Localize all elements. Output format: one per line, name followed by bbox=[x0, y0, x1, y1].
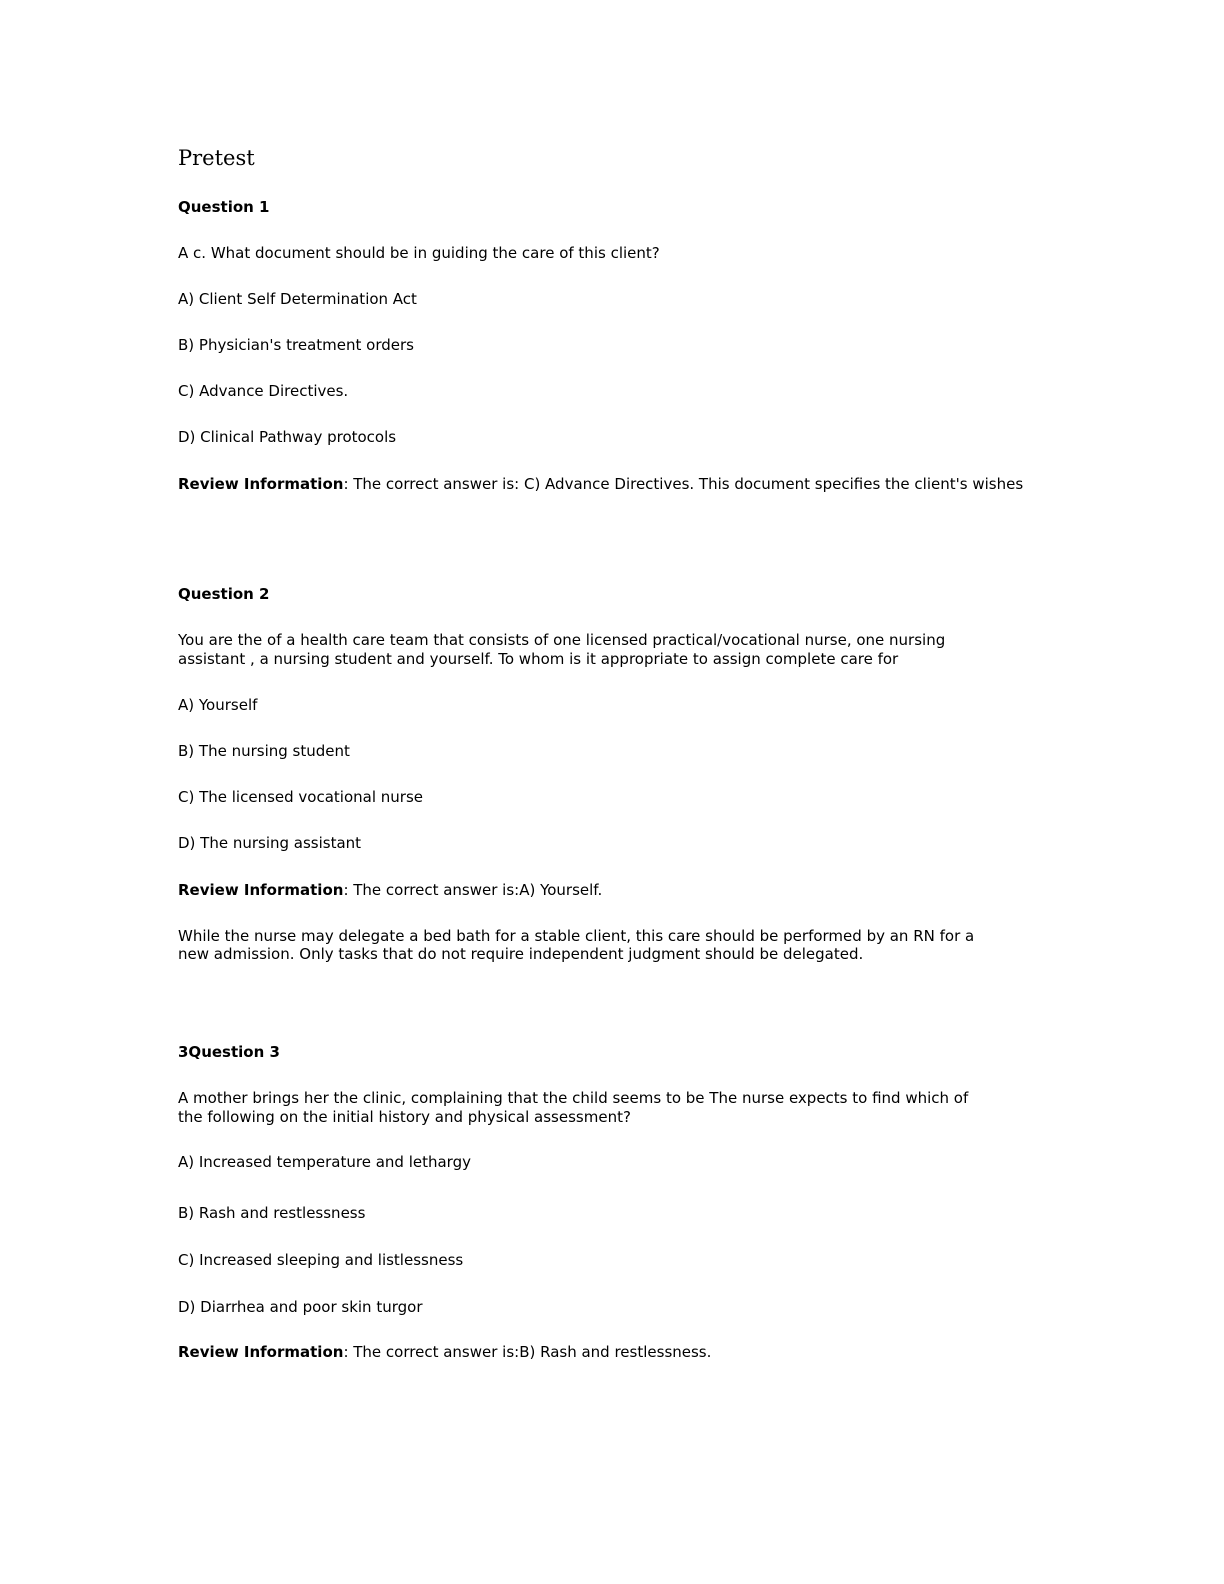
page-title: Pretest bbox=[178, 146, 255, 170]
question-stem-line-2: the following on the initial history and physical assessment? bbox=[178, 1108, 631, 1126]
question-heading: 3Question 3 bbox=[178, 1043, 280, 1061]
review-text: : The correct answer is:B) Rash and restlessness. bbox=[343, 1343, 712, 1361]
question-heading: Question 1 bbox=[178, 198, 270, 216]
answer-option-c: C) The licensed vocational nurse bbox=[178, 788, 423, 806]
answer-option-d: D) Diarrhea and poor skin turgor bbox=[178, 1298, 423, 1316]
answer-option-a: A) Yourself bbox=[178, 696, 258, 714]
answer-option-b: B) The nursing student bbox=[178, 742, 350, 760]
answer-option-a: A) Client Self Determination Act bbox=[178, 290, 417, 308]
explanation-line-2: new admission. Only tasks that do not require independent judgment should be delegated. bbox=[178, 945, 864, 963]
question-stem-line-1: A mother brings her the clinic, complaining that the child seems to be The nurse expects to find which of bbox=[178, 1089, 969, 1107]
review-label: Review Information bbox=[178, 881, 344, 899]
explanation-line-1: While the nurse may delegate a bed bath for a stable client, this care should be performed by an RN for a bbox=[178, 927, 975, 945]
review-text: : The correct answer is: C) Advance Directives. This document specifies the client's wishes bbox=[343, 475, 1024, 493]
answer-option-d: D) Clinical Pathway protocols bbox=[178, 428, 397, 446]
review-information bbox=[178, 475, 1028, 494]
question-stem-line-2: assistant , a nursing student and yourself. To whom is it appropriate to assign complete care for bbox=[178, 650, 899, 668]
question-stem: A c. What document should be in guiding the care of this client? bbox=[178, 244, 660, 262]
question-heading: Question 2 bbox=[178, 585, 270, 603]
question-stem-line-1: You are the of a health care team that consists of one licensed practical/vocational nurse, one nursing bbox=[178, 631, 946, 649]
review-label: Review Information bbox=[178, 475, 344, 493]
answer-option-b: B) Rash and restlessness bbox=[178, 1204, 366, 1222]
document-page bbox=[178, 0, 1028, 1584]
answer-option-c: C) Advance Directives. bbox=[178, 382, 349, 400]
review-information bbox=[178, 1343, 711, 1362]
answer-option-d: D) The nursing assistant bbox=[178, 834, 362, 852]
answer-option-a: A) Increased temperature and lethargy bbox=[178, 1153, 471, 1171]
answer-option-c: C) Increased sleeping and listlessness bbox=[178, 1251, 464, 1269]
review-text: : The correct answer is:A) Yourself. bbox=[343, 881, 603, 899]
answer-option-b: B) Physician's treatment orders bbox=[178, 336, 414, 354]
review-label: Review Information bbox=[178, 1343, 344, 1361]
review-information bbox=[178, 881, 602, 900]
